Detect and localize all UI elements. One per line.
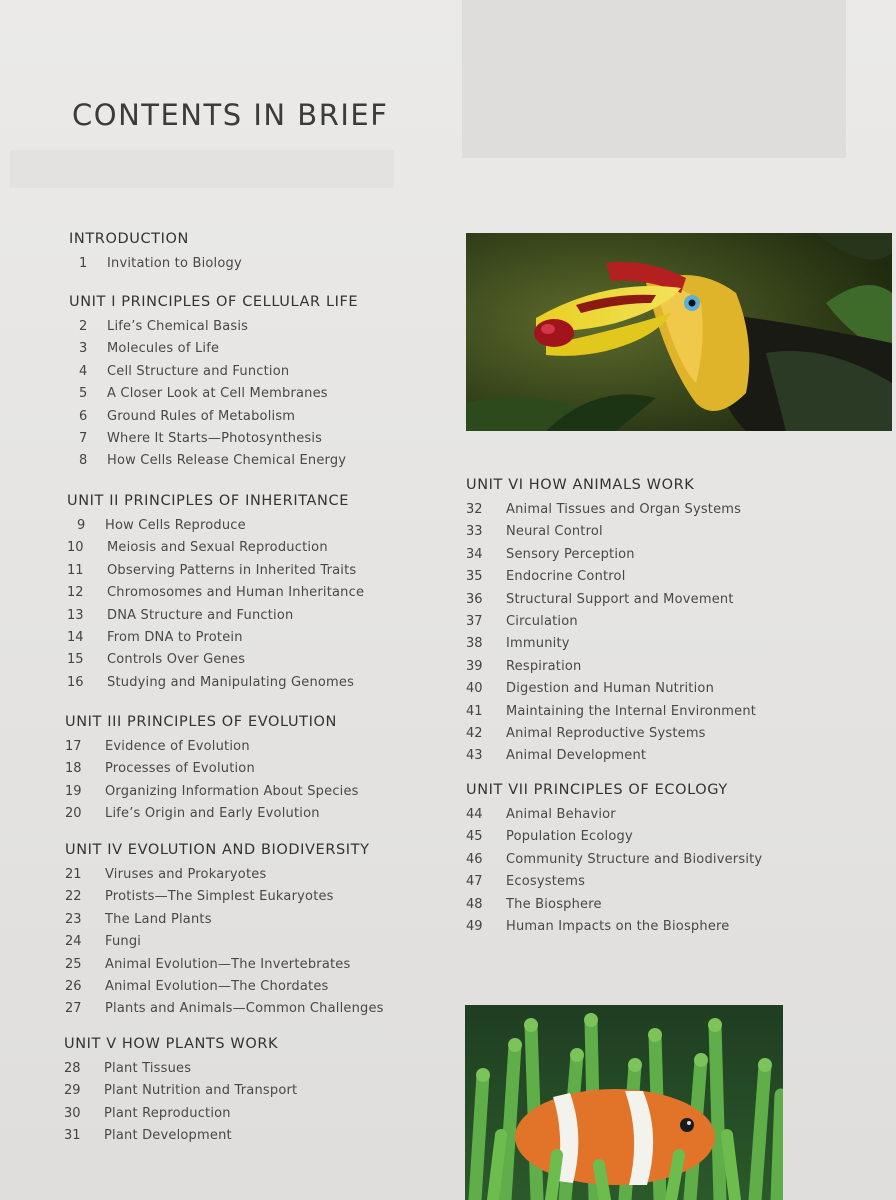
- chapter-number: 23: [65, 911, 82, 927]
- chapter-title: A Closer Look at Cell Membranes: [107, 386, 328, 402]
- chapter-number: 25: [65, 956, 82, 972]
- chapter-title: Where It Starts—Photosynthesis: [107, 430, 323, 446]
- chapter-title: Community Structure and Biodiversity: [506, 851, 763, 867]
- chapter-number: 30: [64, 1105, 81, 1121]
- chapter-title: Animal Reproductive Systems: [506, 725, 706, 741]
- chapter-title: Evidence of Evolution: [105, 739, 250, 754]
- chapter-row: [466, 804, 846, 826]
- chapter-title: Respiration: [506, 658, 582, 674]
- chapter-number: 15: [67, 652, 84, 668]
- chapter-number: 24: [65, 934, 82, 950]
- chapter-title: Fungi: [105, 934, 142, 950]
- chapter-number: 12: [67, 585, 84, 601]
- chapter-title: Plant Reproduction: [104, 1105, 231, 1121]
- chapter-number: 17: [65, 739, 82, 754]
- chapter-number: 28: [64, 1061, 81, 1076]
- chapter-title: Circulation: [506, 613, 578, 629]
- chapter-row: [69, 338, 449, 360]
- chapter-row: [65, 909, 445, 931]
- section-heading: INTRODUCTION: [69, 231, 189, 247]
- hornbill-photo: [466, 233, 892, 431]
- chapter-title: Life’s Origin and Early Evolution: [105, 806, 320, 822]
- chapter-number: 41: [466, 703, 483, 719]
- clownfish-photo: [465, 1005, 783, 1200]
- chapter-row: [69, 450, 449, 472]
- background-show-through: [462, 0, 846, 158]
- chapter-title: Human Impacts on the Biosphere: [506, 918, 730, 934]
- chapter-title: Meiosis and Sexual Reproduction: [107, 540, 328, 556]
- chapter-title: How Cells Reproduce: [105, 518, 246, 533]
- chapter-number: 32: [466, 502, 483, 517]
- chapter-row: [466, 849, 846, 871]
- chapter-number: 49: [466, 918, 483, 934]
- chapter-row: [69, 361, 449, 383]
- section-heading: UNIT V HOW PLANTS WORK: [64, 1036, 279, 1052]
- chapter-title: Animal Evolution—The Chordates: [105, 978, 329, 994]
- chapter-row: [466, 656, 846, 678]
- section-unit-5: [64, 1034, 444, 1148]
- chapter-number: 39: [466, 658, 483, 674]
- chapter-number: 31: [64, 1128, 81, 1144]
- chapter-row: [65, 931, 445, 953]
- chapter-number: 43: [466, 748, 483, 764]
- chapter-number: 3: [79, 341, 88, 357]
- chapter-number: 36: [466, 591, 483, 607]
- chapter-row: [69, 253, 449, 275]
- chapter-number: 5: [79, 386, 88, 402]
- chapter-title: Organizing Information About Species: [105, 783, 359, 799]
- chapter-number: 38: [466, 636, 483, 652]
- background-show-through-band: [10, 150, 394, 188]
- chapter-title: Plant Nutrition and Transport: [104, 1083, 298, 1099]
- chapter-row: [466, 701, 846, 723]
- chapter-title: Observing Patterns in Inherited Traits: [107, 562, 357, 578]
- chapter-title: Controls Over Genes: [107, 652, 246, 668]
- section-introduction: [69, 229, 449, 275]
- chapter-row: [466, 633, 846, 655]
- chapter-row: [65, 803, 445, 825]
- chapter-row: [64, 1080, 444, 1102]
- chapter-number: 20: [65, 806, 82, 822]
- section-unit-7: [466, 780, 846, 938]
- chapter-number: 40: [466, 681, 483, 697]
- chapter-row: [67, 672, 447, 694]
- chapter-row: [466, 916, 846, 938]
- chapter-number: 34: [466, 546, 483, 562]
- chapter-title: Studying and Manipulating Genomes: [107, 674, 355, 690]
- chapter-title: Animal Behavior: [506, 807, 616, 822]
- section-heading: UNIT VI HOW ANIMALS WORK: [466, 477, 695, 493]
- chapter-title: Molecules of Life: [107, 341, 220, 357]
- chapter-number: 4: [79, 363, 88, 379]
- chapter-number: 37: [466, 613, 483, 629]
- chapter-number: 16: [67, 674, 84, 690]
- section-heading: UNIT III PRINCIPLES OF EVOLUTION: [65, 714, 337, 730]
- chapter-row: [69, 428, 449, 450]
- section-unit-2: [67, 491, 447, 694]
- chapter-title: Animal Evolution—The Invertebrates: [105, 956, 351, 972]
- chapter-number: 10: [67, 540, 84, 556]
- chapter-row: [65, 998, 445, 1020]
- page-title: CONTENTS IN BRIEF: [72, 98, 389, 132]
- chapter-number: 29: [64, 1083, 81, 1099]
- chapter-number: 48: [466, 896, 483, 912]
- chapter-row: [67, 582, 447, 604]
- section-heading: UNIT VII PRINCIPLES OF ECOLOGY: [466, 782, 728, 798]
- chapter-title: Neural Control: [506, 524, 603, 540]
- chapter-number: 2: [79, 319, 88, 334]
- chapter-title: Sensory Perception: [506, 546, 635, 562]
- chapter-title: Viruses and Prokaryotes: [105, 867, 267, 882]
- section-heading: UNIT IV EVOLUTION AND BIODIVERSITY: [65, 842, 370, 858]
- chapter-title: The Land Plants: [105, 911, 212, 927]
- chapter-title: Cell Structure and Function: [107, 363, 290, 379]
- chapter-row: [67, 560, 447, 582]
- chapter-row: [64, 1125, 444, 1147]
- chapter-row: [65, 886, 445, 908]
- chapter-row: [466, 678, 846, 700]
- chapter-title: Endocrine Control: [506, 569, 626, 585]
- chapter-number: 6: [79, 408, 88, 424]
- chapter-title: Ground Rules of Metabolism: [107, 408, 296, 424]
- chapter-row: [466, 745, 846, 767]
- chapter-number: 7: [79, 430, 88, 446]
- chapter-number: 14: [67, 629, 84, 645]
- chapter-row: [64, 1103, 444, 1125]
- chapter-row: [67, 515, 447, 537]
- section-unit-1: [69, 292, 449, 473]
- chapter-title: Structural Support and Movement: [506, 591, 734, 607]
- section-unit-4: [65, 840, 445, 1021]
- chapter-row: [466, 723, 846, 745]
- chapter-row: [67, 537, 447, 559]
- chapter-number: 42: [466, 725, 483, 741]
- hornbill-image: [466, 233, 892, 431]
- chapter-title: Ecosystems: [506, 874, 586, 890]
- chapter-number: 33: [466, 524, 483, 540]
- chapter-title: Plants and Animals—Common Challenges: [105, 1001, 384, 1017]
- chapter-title: How Cells Release Chemical Energy: [107, 453, 347, 469]
- chapter-number: 18: [65, 761, 82, 777]
- clownfish-image: [465, 1005, 783, 1200]
- chapter-title: Plant Tissues: [104, 1061, 192, 1076]
- chapter-number: 19: [65, 783, 82, 799]
- chapter-title: From DNA to Protein: [107, 629, 243, 645]
- chapter-title: DNA Structure and Function: [107, 607, 294, 623]
- chapter-row: [466, 826, 846, 848]
- chapter-title: Processes of Evolution: [105, 761, 255, 777]
- chapter-number: 1: [79, 256, 88, 271]
- chapter-number: 22: [65, 889, 82, 905]
- chapter-row: [67, 605, 447, 627]
- section-heading: UNIT II PRINCIPLES OF INHERITANCE: [67, 493, 349, 509]
- chapter-title: Invitation to Biology: [107, 256, 242, 271]
- section-heading: UNIT I PRINCIPLES OF CELLULAR LIFE: [69, 294, 359, 310]
- chapter-number: 21: [65, 867, 82, 882]
- chapter-row: [466, 589, 846, 611]
- chapter-row: [65, 758, 445, 780]
- chapter-number: 8: [79, 453, 88, 469]
- chapter-title: Immunity: [506, 636, 570, 652]
- section-unit-3: [65, 712, 445, 826]
- chapter-number: 44: [466, 807, 483, 822]
- chapter-title: Plant Development: [104, 1128, 232, 1144]
- chapter-title: Animal Tissues and Organ Systems: [506, 502, 742, 517]
- chapter-number: 47: [466, 874, 483, 890]
- chapter-number: 45: [466, 829, 483, 845]
- chapter-title: The Biosphere: [506, 896, 602, 912]
- chapter-number: 11: [67, 562, 84, 578]
- chapter-row: [466, 544, 846, 566]
- chapter-row: [67, 627, 447, 649]
- chapter-title: Life’s Chemical Basis: [107, 319, 249, 334]
- chapter-row: [466, 499, 846, 521]
- chapter-number: 26: [65, 978, 82, 994]
- chapter-number: 35: [466, 569, 483, 585]
- chapter-row: [466, 611, 846, 633]
- chapter-row: [466, 566, 846, 588]
- chapter-row: [65, 864, 445, 886]
- chapter-title: Chromosomes and Human Inheritance: [107, 585, 365, 601]
- chapter-number: 13: [67, 607, 84, 623]
- chapter-title: Digestion and Human Nutrition: [506, 681, 715, 697]
- chapter-row: [65, 736, 445, 758]
- chapter-title: Population Ecology: [506, 829, 633, 845]
- chapter-row: [64, 1058, 444, 1080]
- chapter-title: Animal Development: [506, 748, 647, 764]
- section-unit-6: [466, 475, 846, 768]
- chapter-title: Protists—The Simplest Eukaryotes: [105, 889, 334, 905]
- chapter-title: Maintaining the Internal Environment: [506, 703, 757, 719]
- chapter-row: [466, 521, 846, 543]
- chapter-row: [69, 406, 449, 428]
- chapter-row: [67, 649, 447, 671]
- chapter-row: [466, 871, 846, 893]
- chapter-row: [69, 383, 449, 405]
- chapter-row: [65, 976, 445, 998]
- chapter-number: 27: [65, 1001, 82, 1017]
- chapter-row: [466, 894, 846, 916]
- chapter-row: [65, 781, 445, 803]
- chapter-number: 46: [466, 851, 483, 867]
- chapter-row: [69, 316, 449, 338]
- chapter-row: [65, 954, 445, 976]
- chapter-number: 9: [77, 518, 86, 533]
